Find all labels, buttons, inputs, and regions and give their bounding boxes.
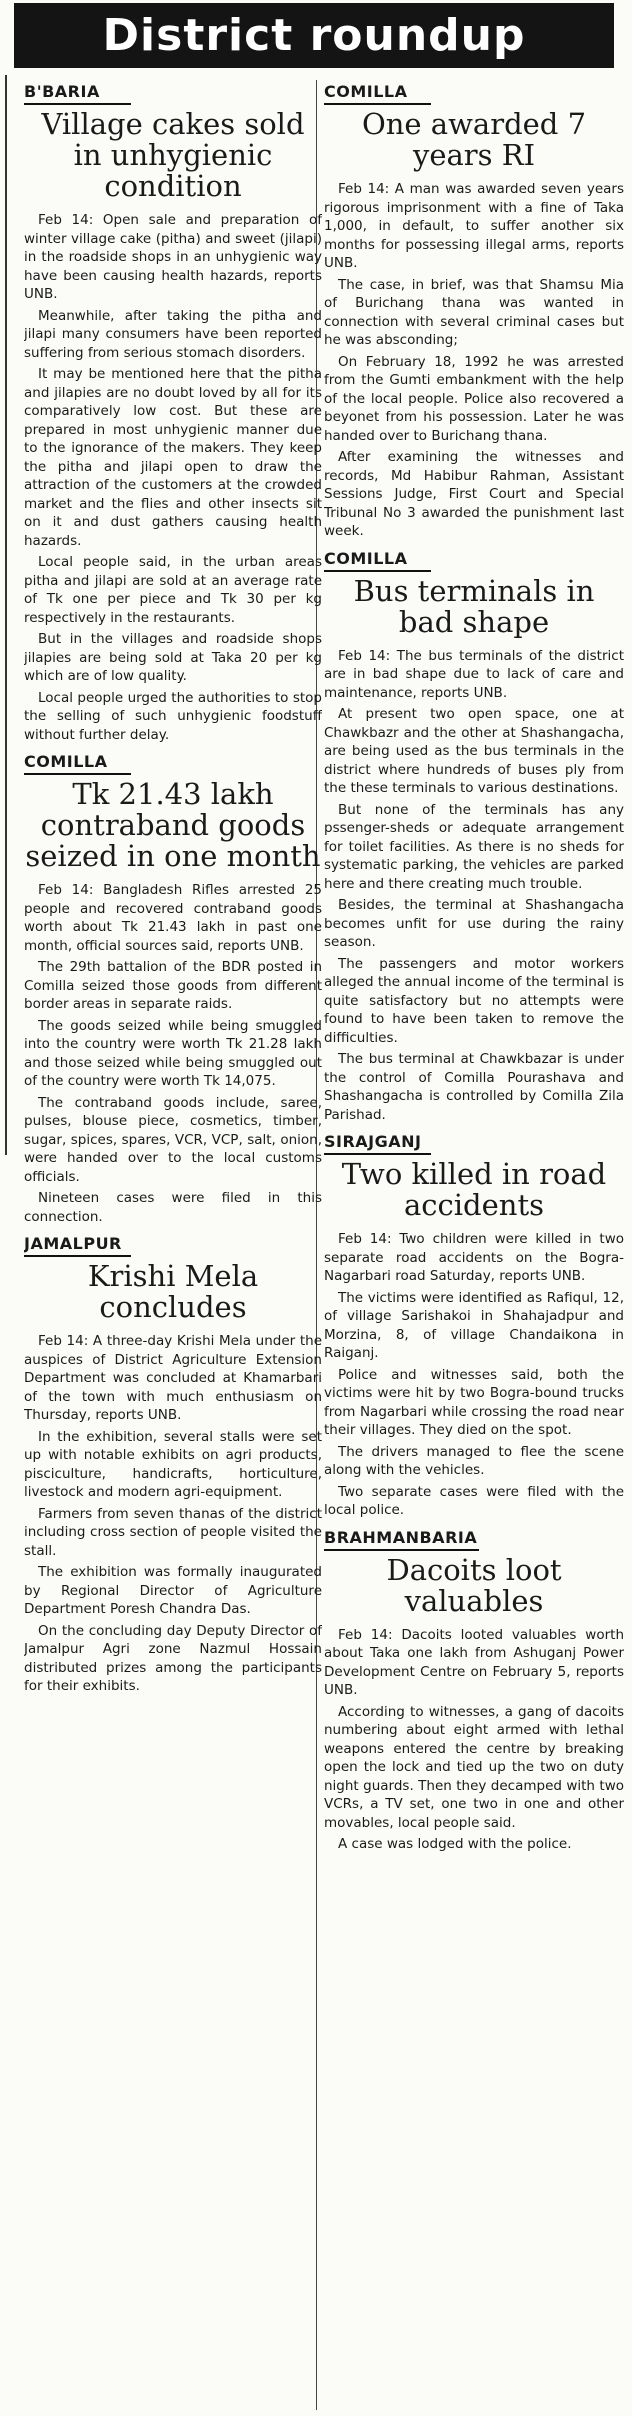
story-paragraph: Feb 14: Dacoits looted valuables worth about Taka one lakh from Ashuganj Power Development Centre on February 5, reports UNB. [324,1626,624,1698]
section-banner [14,3,614,68]
story-paragraph: Farmers from seven thanas of the district including cross section of people visited the stall. [24,1505,322,1559]
story-paragraph: Feb 14: The bus terminals of the district are in bad shape due to lack of care and maintenance, reports UNB. [324,647,624,701]
story-paragraph: Local people urged the authorities to stop the selling of such unhygienic foodstuff without further delay. [24,689,322,743]
story-paragraph: Meanwhile, after taking the pitha and jilapi many consumers have been reported suffering from serious stomach disorders. [24,307,322,361]
story-paragraph: The bus terminal at Chawkbazar is under the control of Comilla Pourashava and Shashangacha is controlled by Comilla Zila Parishad. [324,1051,624,1123]
story-dateline: COMILLA [24,752,322,775]
story-paragraph: At present two open space, one at Chawkbazr and the other at Shashangacha, are being used as the bus terminals in the district where hundreds of buses ply from the these terminals to various destinations. [324,706,624,796]
page-edge-rule [5,75,7,1155]
story-paragraph: On the concluding day Deputy Director of Jamalpur Agri zone Nazmul Hossain distributed prizes among the participants for their exhibits. [24,1622,322,1694]
story-paragraph: The victims were identified as Rafiqul, 12, of village Sarishakoi in Shahajadpur and Morzina, 8, of village Chandaikona in Raiganj. [324,1289,624,1361]
story-paragraph: The goods seized while being smuggled into the country were worth Tk 21.28 lakh and those seized while being smuggled out of the country were worth Tk 14,075. [24,1017,322,1089]
story-dateline: BRAHMANBARIA [324,1528,624,1551]
story-dateline: JAMALPUR [24,1234,322,1257]
story-headline: Two killed in road accidents [341,1157,607,1222]
story-paragraph: The 29th battalion of the BDR posted in Comilla seized those goods from different border areas in separate raids. [24,959,322,1012]
story-dateline: B'BARIA [24,82,322,105]
story-paragraph: A case was lodged with the police. [338,1836,572,1852]
story-headline: Krishi Mela concludes [87,1259,259,1324]
story-paragraph: But none of the terminals has any pssenger-sheds or adequate arrangement for toilet facilities. As there is no sheds for systematic parking, the vehicles are parked here and there creating much trouble. [324,801,624,892]
story-road-accidents [324,1132,624,1520]
story-headline: Village cakes sold in unhygienic condition [41,107,305,203]
story-dateline: SIRAJGANJ [324,1132,624,1155]
story-paragraph: Local people said, in the urban areas pitha and jilapi are sold at an average rate of Tk one per piece and Tk 30 per kg respectively in the restaurants. [24,554,322,626]
story-bus-terminals [324,549,624,1125]
story-paragraph: Feb 14: Open sale and preparation of winter village cake (pitha) and sweet (jilapi) in the roadside shops in an unhygienic way have been causing health hazards, reports UNB. [24,212,322,302]
story-paragraph: Feb 14: A three-day Krishi Mela under the auspices of District Agriculture Extension Department was concluded at Khamarbari of the town with much enthusiasm on Thursday, reports UNB. [24,1333,322,1423]
story-dateline: COMILLA [324,82,624,105]
story-paragraph: Two separate cases were filed with the local police. [324,1483,624,1518]
story-paragraph: Feb 14: Bangladesh Rifles arrested 25 people and recovered contraband goods worth about Tk 21.43 lakh in past one month, official sources said, reports UNB. [24,882,322,954]
story-headline: One awarded 7 years RI [361,107,587,172]
left-column [24,80,322,2416]
story-krishi-mela [24,1234,322,1696]
story-paragraph: Police and witnesses said, both the victims were hit by two Bogra-bound trucks from Nagarbari while crossing the road near their villages. They died on the spot. [324,1366,624,1438]
section-title: District roundup [102,10,526,61]
story-dacoits-loot [324,1528,624,1854]
story-headline: Dacoits loot valuables [386,1552,562,1618]
story-paragraph: After examining the witnesses and records, Md Habibur Rahman, Assistant Sessions Judge, First Court and Special Tribunal No 3 awarded the punishment last week. [324,449,624,539]
story-paragraph: According to witnesses, a gang of dacoits numbering about eight armed with lethal weapons entered the centre by breaking open the lock and tied up the two on duty night guards. Then they decamped with two VCRs, a TV set, one two in one and other movables, local people said. [324,1703,624,1831]
story-dateline: COMILLA [324,549,624,572]
story-village-cakes [24,82,322,744]
story-paragraph: The exhibition was formally inaugurated by Regional Director of Agriculture Department Poresh Chandra Das. [24,1564,322,1617]
story-one-awarded [324,82,624,541]
story-contraband-goods [24,752,322,1226]
story-paragraph: The passengers and motor workers alleged the annual income of the terminal is quite satisfactory but no attempts were found to have been taken to remove the difficulties. [324,955,624,1046]
story-paragraph: Feb 14: Two children were killed in two separate road accidents on the Bogra-Nagarbari road Saturday, reports UNB. [324,1231,624,1284]
story-paragraph: Besides, the terminal at Shashangacha becomes unfit for use during the rainy season. [324,897,624,950]
story-paragraph: Feb 14: A man was awarded seven years rigorous imprisonment with a fine of Taka 1,000, in default, to suffer another six months for possessing illegal arms, reports UNB. [324,181,624,271]
story-headline: Tk 21.43 lakh contraband goods seized in one month [25,777,321,873]
story-headline: Bus terminals in bad shape [353,573,595,639]
story-paragraph: In the exhibition, several stalls were set up with notable exhibits on agri products, pisciculture, handicrafts, horticulture, livestock and modern agri-equipment. [24,1428,322,1500]
story-paragraph: Nineteen cases were filed in this connection. [24,1190,322,1225]
story-paragraph: The drivers managed to flee the scene along with the vehicles. [324,1443,624,1478]
story-paragraph: The case, in brief, was that Shamsu Mia of Burichang thana was wanted in connection with several criminal cases but he was absconding; [324,276,624,348]
story-paragraph: But in the villages and roadside shops jilapies are being sold at Taka 20 per kg which are of low quality. [24,631,322,684]
story-paragraph: The contraband goods include, saree, pulses, blouse piece, cosmetics, timber, sugar, spices, spares, VCR, VCP, salt, onion, were handed over to the local customs officials. [24,1094,322,1185]
right-column [324,80,624,2416]
story-paragraph: It may be mentioned here that the pitha and jilapies are no doubt loved by all for its comparatively low cost. But these are prepared in most unhygienic manner due to the ignorance of the makers. They keep the pitha and jilapi open to draw the attraction of the customers at the crowded market and the flies and other insects sit on it and dust gathers causing health hazards. [24,366,322,549]
story-paragraph: On February 18, 1992 he was arrested from the Gumti embankment with the help of the local people. Police also recovered a beyonet from his possession. Later he was handed over to Burichang thana. [324,353,624,444]
